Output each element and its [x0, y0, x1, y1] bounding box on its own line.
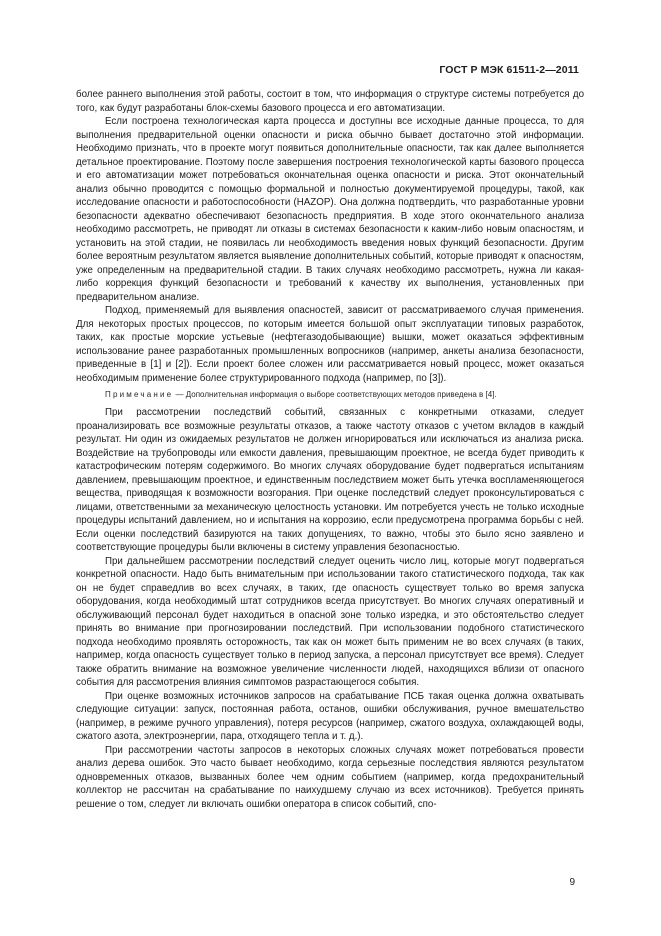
paragraph: При рассмотрении последствий событий, связанных с конкретными отказами, следует проанализировать все возможные результаты отказов, а также частоту отказов с учетом вкладов в каждый результат. Ни один из ожидаемых результатов не должен игнорироваться или исключаться из анализа риска. Воздействие на трубопроводы или емкости давления, превышающим проектное, не всегда будет приводить к катастрофическим потерям содержимого. Во многих случаях оборудование будет подвергаться испытаниям давлением, превышающим проектное, и единственным последствием может быть утечка воспламеняющегося вещества, приводящая к возможности возгорания. При оценке последствий следует проконсультироваться с лицами, ответственными за механическую целостность установки. Им потребуется учесть не только исходные процедуры испытаний давлением, но и испытания на коррозию, если предусмотрена программа борьбы с ней. Если оценки последствий базируются на таких допущениях, то важно, чтобы это было ясно заявлено и соответствующие процедуры были включены в систему управления безопасностью. [76, 407, 584, 553]
body-text [76, 88, 584, 811]
paragraph: Если построена технологическая карта процесса и доступны все исходные данные процесса, то для выполнения предварительной оценки опасности и риска обычно бывает достаточно этой информации. Необходимо признать, что в проекте могут появиться дополнительные опасности, так как далее выполняется детальное проектирование. Поэтому после завершения построения технологической карты базового процесса и его автоматизации может потребоваться окончательная оценка опасности и риска. Этот окончательный анализ обычно проводится с помощью формальной и полностью документируемой процедуры, такой, как исследование опасности и работоспособности (HAZOP). Она должна подтвердить, что разработанные уровни безопасности адекватно обеспечивают безопасность предприятия. В ходе этого окончательного анализа необходимо рассмотреть, не приводят ли отказы в системах безопасности к каким-либо новым опасностям, и установить на этой стадии, не появилась ли необходимость введения новых функций безопасности. Другим более вероятным результатом является выявление дополнительных событий, которые приводят к опасностям, уже определенным на предварительной стадии. В таких случаях необходимо рассмотреть, нужна ли какая-либо коррекция функций безопасности и требований к качеству их выполнения, установленных при предварительном анализе. [76, 116, 584, 303]
note-label: Примечание [105, 390, 174, 399]
paragraph: При дальнейшем рассмотрении последствий следует оценить число лиц, которые могут подвергаться конкретной опасности. Надо быть внимательным при использовании такого статистического подхода, так как он не будет справедлив во всех случаях, в таких, где опасность существует только во время запуска оборудования, когда необходимый штат сотрудников всегда присутствует. Во многих случаях оперативный и обслуживающий персонал будет находиться в опасной зоне только изредка, и это обстоятельство следует принять во внимание при прогнозировании последствий. При использовании подобного статистического подхода необходимо проявлять осторожность, так как он может быть применим не во всех случаях (в таких, например, когда опасность существует только в период запуска, а персонал присутствует все время). Следует также обратить внимание на возможное увеличение численности людей, находящихся вблизи от опасного события для рассмотрения влияния симптомов разрастающегося события. [76, 555, 584, 688]
note-text: — Дополнительная информация о выборе соответствующих методов приведена в [4]. [173, 390, 497, 399]
paragraph: При оценке возможных источников запросов на срабатывание ПСБ такая оценка должна охватывать следующие ситуации: запуск, постоянная работа, останов, ошибки обслуживания, ручное вмешательство (например, в режиме ручного управления), потеря ресурсов (например, сжатого воздуха, охлаждающей воды, сжатого азота, электроэнергии, пара, отходящего тепла и т. д.). [76, 690, 584, 742]
paragraph: При рассмотрении частоты запросов в некоторых сложных случаях может потребоваться провести анализ дерева ошибок. Это часто бывает необходимо, когда серьезные последствия являются результатом одновременных отказов, вызванных более чем одним событием (например, когда предохранительный коллектор не рассчитан на срабатывание по наихудшему случаю из всех источников). Требуется принять решение о том, следует ли включать ошибки оператора в список событий, спо- [76, 744, 584, 810]
page-number: 9 [569, 877, 575, 888]
paragraph: Подход, применяемый для выявления опасностей, зависит от рассматриваемого случая применения. Для некоторых простых процессов, по которым имеется большой опыт эксплуатации типовых разработок, таких, как простые морские устьевые (нефтегазодобывающие) вышки, может оказаться эффективным использование ранее разработанных промышленных вопросников (например, анкеты анализа безопасности, приведенные в [1] и [2]). Если проект более сложен или рассматривается новый процесс, может оказаться необходимым применение более структурированного подхода (например, по [3]). [76, 305, 584, 384]
document-header: ГОСТ Р МЭК 61511-2—2011 [439, 64, 579, 76]
note [76, 389, 584, 401]
paragraph: более раннего выполнения этой работы, состоит в том, что информация о структуре системы потребуется до того, как будут разработаны блок-схемы базового процесса и его автоматизации. [76, 89, 584, 114]
